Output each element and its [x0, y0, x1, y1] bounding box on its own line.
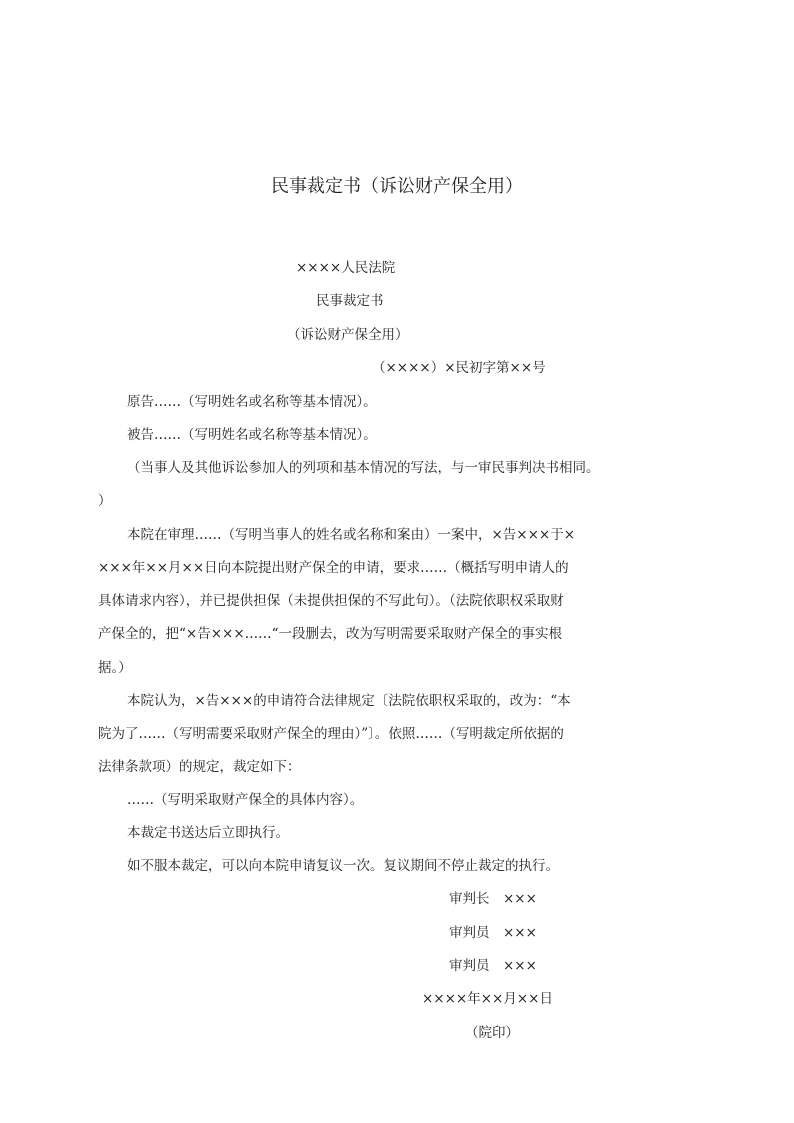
- body-line: 本院认为，×告×××的申请符合法律规定〔法院依职权采取的，改为：“本: [127, 693, 571, 709]
- body-line: 据。）: [98, 660, 132, 676]
- body-line: 如不服本裁定，可以向本院申请复议一次。复议期间不停止裁定的执行。: [127, 858, 559, 874]
- document-date: ××××年××月××日: [422, 991, 553, 1007]
- document-title: 民事裁定书（诉讼财产保全用）: [271, 176, 523, 197]
- case-number: （××××）×民初字第××号: [372, 360, 546, 376]
- body-line: 被告……（写明姓名或名称等基本情况）。: [127, 427, 377, 443]
- signature-judge: 审判员 ×××: [449, 925, 537, 941]
- body-line: ……（写明采取财产保全的具体内容）。: [127, 792, 364, 808]
- signature-judge: 审判员 ×××: [449, 958, 537, 974]
- body-line: 原告……（写明姓名或名称等基本情况）。: [127, 394, 377, 410]
- doc-type: 民事裁定书: [316, 293, 384, 309]
- doc-subtype: （诉讼财产保全用）: [287, 327, 409, 343]
- body-line: 院为了……（写明需要采取财产保全的理由）”〕。依照……（写明裁定所依据的: [98, 726, 564, 742]
- court-name: ××××人民法院: [296, 260, 396, 276]
- body-line: 法律条款项）的规定，裁定如下：: [98, 759, 301, 775]
- body-line: ×××年××月××日向本院提出财产保全的申请，要求……（概括写明申请人的: [98, 560, 569, 576]
- body-line: 具体请求内容），并已提供担保（未提供担保的不写此句）。（法院依职权采取财: [98, 593, 564, 609]
- body-line: （当事人及其他诉讼参加人的列项和基本情况的写法，与一审民事判决书相同。: [127, 460, 600, 476]
- body-line: 本院在审理……（写明当事人的姓名或名称和案由）一案中，×告×××于×: [127, 527, 576, 543]
- body-line: ）: [98, 493, 112, 509]
- signature-presiding-judge: 审判长 ×××: [449, 891, 537, 907]
- body-line: 产保全的，把“×告×××……“一段删去，改为写明需要采取财产保全的事实根: [98, 626, 563, 642]
- body-line: 本裁定书送达后立即执行。: [127, 825, 289, 841]
- court-seal: （院印）: [465, 1025, 519, 1041]
